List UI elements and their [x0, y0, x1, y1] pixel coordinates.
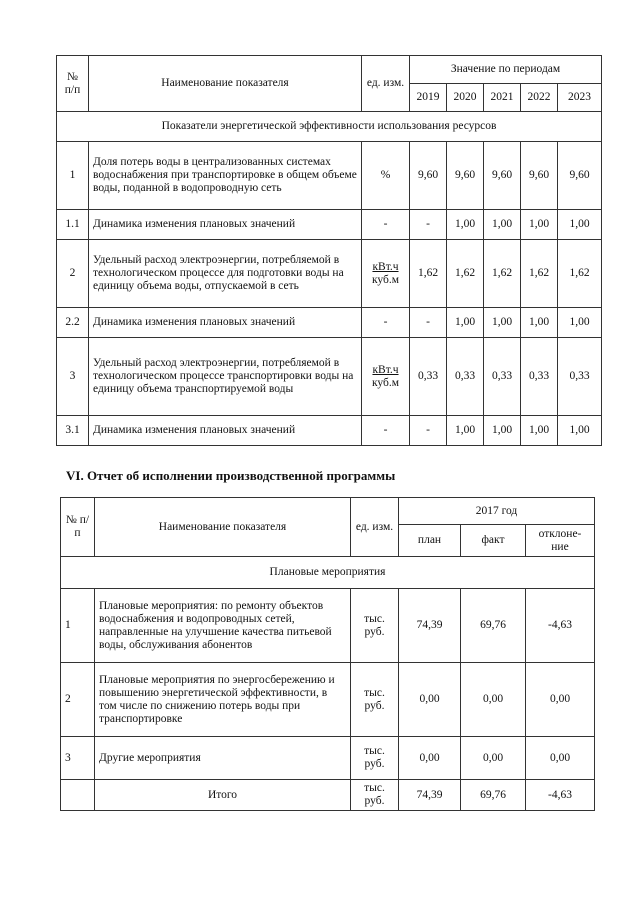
row-name: Динамика изменения плановых значений	[89, 308, 362, 338]
table-section-header: Плановые мероприятия	[61, 557, 595, 589]
row-unit: тыс. руб.	[351, 737, 399, 780]
row-number: 2.2	[57, 308, 89, 338]
col-header-year: 2021	[484, 84, 521, 112]
row-value: 1,00	[521, 416, 558, 446]
table-row	[61, 737, 595, 780]
row-unit: -	[362, 416, 410, 446]
table-row	[57, 416, 602, 446]
row-deviation: 0,00	[526, 663, 595, 737]
table-row	[57, 240, 602, 308]
row-value: 1,00	[484, 210, 521, 240]
row-number: 1.1	[57, 210, 89, 240]
row-unit: %	[362, 142, 410, 210]
energy-efficiency-table	[56, 55, 602, 446]
col-header-fact: факт	[461, 525, 526, 557]
row-value: 9,60	[484, 142, 521, 210]
row-plan: 74,39	[399, 589, 461, 663]
row-name: Плановые мероприятия: по ремонту объектов водоснабжения и водопроводных сетей, направленные на улучшение качества питьевой воды, обслуживания абонентов	[95, 589, 351, 663]
row-name: Удельный расход электроэнергии, потребляемой в технологическом процессе для подготовки воды на единицу объема воды, отпускаемой в сеть	[89, 240, 362, 308]
col-header-name: Наименование показателя	[89, 56, 362, 112]
table-row	[61, 589, 595, 663]
col-header-periods: Значение по периодам	[410, 56, 602, 84]
total-number-cell	[61, 780, 95, 811]
row-number: 2	[57, 240, 89, 308]
row-unit: -	[362, 308, 410, 338]
row-value: 0,33	[410, 338, 447, 416]
row-value: 1,00	[447, 210, 484, 240]
row-name: Плановые мероприятия по энергосбережению и повышению энергетической эффективности, в том числе по снижению потерь воды при транспортировке	[95, 663, 351, 737]
unit-numerator: кВт.ч	[372, 363, 399, 376]
table-total-row	[61, 780, 595, 811]
row-value: 9,60	[558, 142, 602, 210]
row-value: 1,00	[558, 210, 602, 240]
row-value: 9,60	[410, 142, 447, 210]
col-header-unit: ед. изм.	[351, 498, 399, 557]
row-value: 0,33	[558, 338, 602, 416]
row-value: 1,62	[521, 240, 558, 308]
table-row	[57, 142, 602, 210]
row-unit: тыс. руб.	[351, 663, 399, 737]
table-row	[61, 663, 595, 737]
col-header-year: 2017 год	[399, 498, 595, 525]
row-unit	[362, 338, 410, 416]
row-name: Другие мероприятия	[95, 737, 351, 780]
total-deviation: -4,63	[526, 780, 595, 811]
col-header-no: № п/п	[61, 498, 95, 557]
row-name: Доля потерь воды в централизованных системах водоснабжения при транспортировке в общем объеме воды, поданной в водопроводную сеть	[89, 142, 362, 210]
row-value: 1,00	[521, 308, 558, 338]
row-value: -	[410, 308, 447, 338]
unit-denominator: куб.м	[371, 376, 400, 389]
row-value: 1,00	[447, 308, 484, 338]
row-name: Удельный расход электроэнергии, потребляемой в технологическом процессе транспортировки воды на единицу объема транспортируемой воды	[89, 338, 362, 416]
row-unit: тыс. руб.	[351, 589, 399, 663]
row-unit: тыс. руб.	[351, 780, 399, 811]
row-fact: 0,00	[461, 663, 526, 737]
row-number: 2	[61, 663, 95, 737]
col-header-plan: план	[399, 525, 461, 557]
row-unit: -	[362, 210, 410, 240]
unit-numerator: кВт.ч	[372, 260, 399, 273]
col-header-year: 2022	[521, 84, 558, 112]
row-value: 0,33	[447, 338, 484, 416]
col-header-name: Наименование показателя	[95, 498, 351, 557]
row-value: 1,00	[558, 308, 602, 338]
row-number: 3	[61, 737, 95, 780]
row-value: 9,60	[447, 142, 484, 210]
row-value: 0,33	[521, 338, 558, 416]
unit-denominator: куб.м	[371, 273, 400, 286]
row-deviation: 0,00	[526, 737, 595, 780]
row-value: 1,62	[484, 240, 521, 308]
table-row	[57, 338, 602, 416]
row-value: -	[410, 210, 447, 240]
col-header-year: 2019	[410, 84, 447, 112]
table-section-header: Показатели энергетической эффективности использования ресурсов	[57, 112, 602, 142]
row-value: 1,62	[410, 240, 447, 308]
row-plan: 0,00	[399, 663, 461, 737]
total-plan: 74,39	[399, 780, 461, 811]
row-plan: 0,00	[399, 737, 461, 780]
row-unit	[362, 240, 410, 308]
row-fact: 0,00	[461, 737, 526, 780]
table-row	[57, 210, 602, 240]
col-header-unit: ед. изм.	[362, 56, 410, 112]
row-deviation: -4,63	[526, 589, 595, 663]
production-program-table	[60, 497, 595, 811]
row-value: 1,00	[484, 308, 521, 338]
row-name: Динамика изменения плановых значений	[89, 416, 362, 446]
row-value: 1,00	[558, 416, 602, 446]
col-header-year: 2023	[558, 84, 602, 112]
row-value: 1,62	[447, 240, 484, 308]
col-header-no: № п/п	[57, 56, 89, 112]
section-title: VI. Отчет об исполнении производственной программы	[66, 468, 396, 483]
row-number: 1	[61, 589, 95, 663]
row-number: 1	[57, 142, 89, 210]
col-header-deviation: отклоне-ние	[526, 525, 595, 557]
row-number: 3	[57, 338, 89, 416]
row-value: -	[410, 416, 447, 446]
row-name: Динамика изменения плановых значений	[89, 210, 362, 240]
total-label: Итого	[95, 780, 351, 811]
col-header-year: 2020	[447, 84, 484, 112]
row-value: 1,00	[447, 416, 484, 446]
row-value: 1,00	[521, 210, 558, 240]
row-fact: 69,76	[461, 589, 526, 663]
total-fact: 69,76	[461, 780, 526, 811]
row-value: 1,00	[484, 416, 521, 446]
row-value: 0,33	[484, 338, 521, 416]
row-value: 1,62	[558, 240, 602, 308]
row-number: 3.1	[57, 416, 89, 446]
row-value: 9,60	[521, 142, 558, 210]
table-row	[57, 308, 602, 338]
